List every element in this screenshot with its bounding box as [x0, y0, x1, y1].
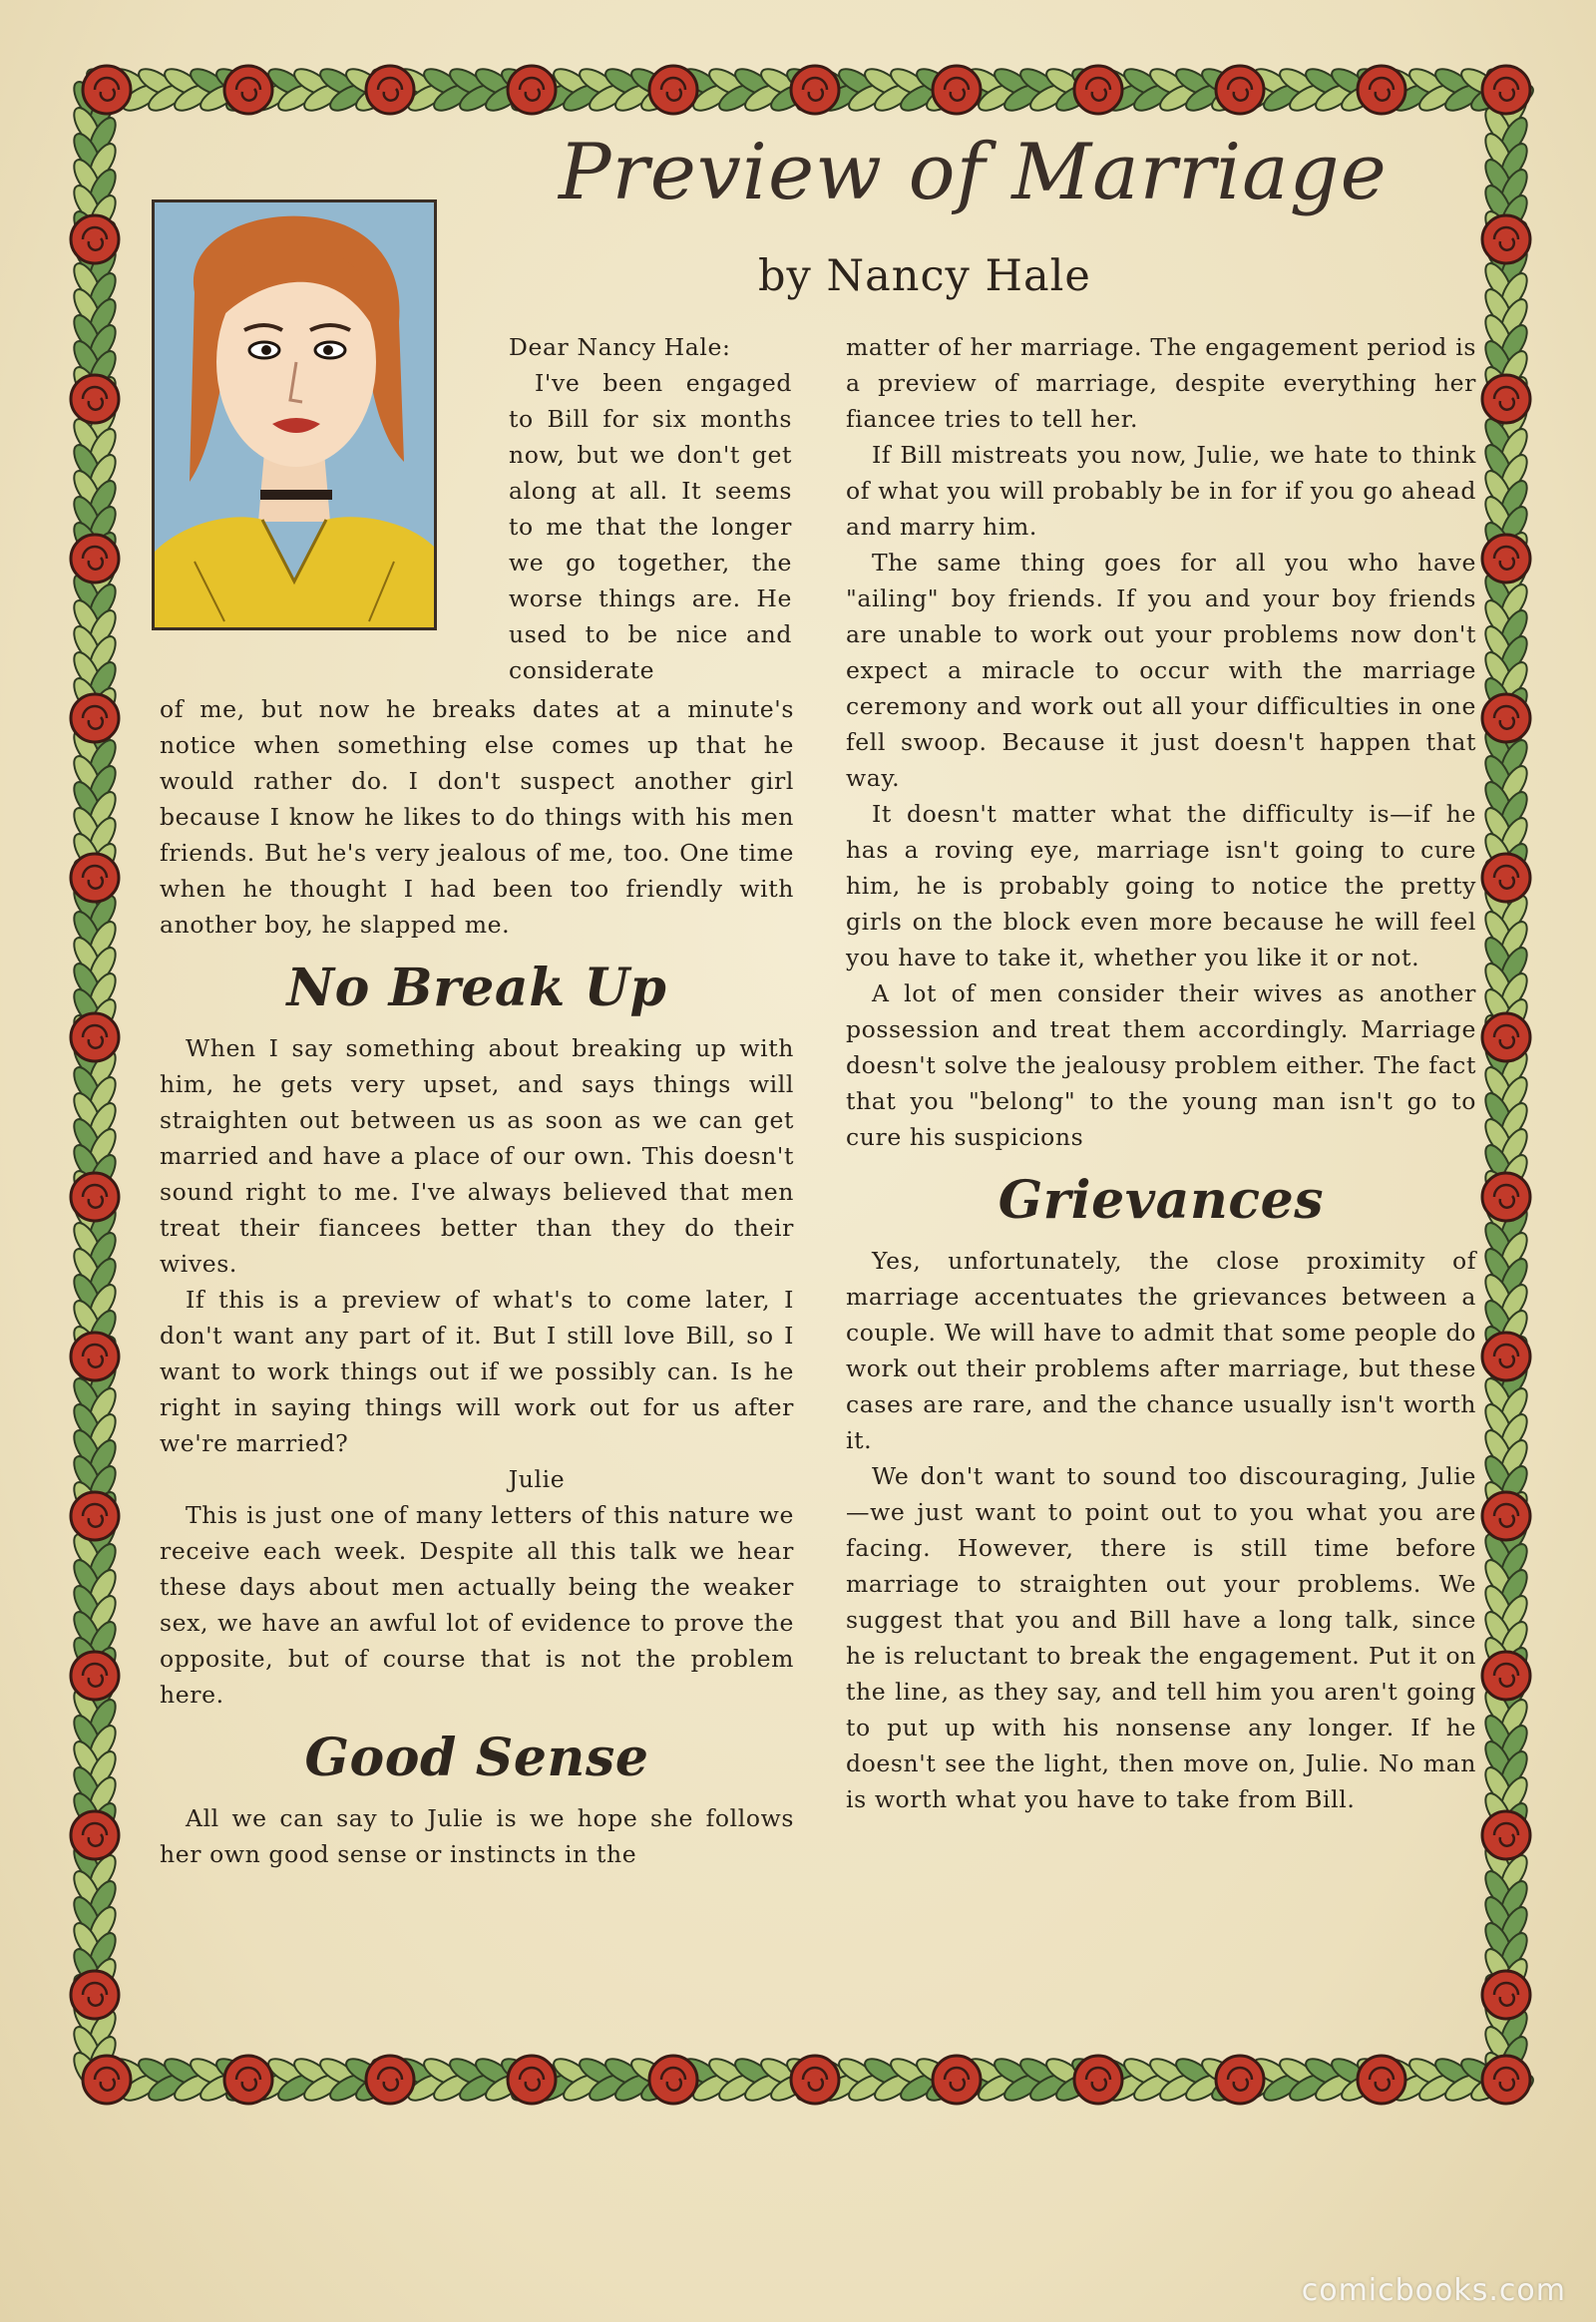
border-rose [1482, 694, 1530, 742]
border-rose [1482, 1652, 1530, 1700]
letter-paragraph-1: of me, but now he breaks dates at a minute's notice when something else comes up that he would rather do. I don't suspect another girl because I know he likes to do things with his men friends. But he's very jealous of me, too. One time when he thought I had been too friendly with another boy, he slapped me. [160, 695, 794, 939]
reply-paragraph-1: This is just one of many letters of this nature we receive each week. Despite all this talk we hear these days about men actually being the weaker sex, we have an awful lot of evidence to prove the opposite, but of course that is not the problem here. [160, 1501, 794, 1709]
border-rose [71, 375, 119, 423]
border-rose [933, 2056, 981, 2104]
border-rose [1482, 1013, 1530, 1061]
border-rose [71, 1652, 119, 1700]
border-rose [71, 1173, 119, 1221]
border-rose [1216, 66, 1264, 114]
border-rose [71, 1492, 119, 1540]
border-rose [71, 1971, 119, 2019]
border-rose [1482, 1173, 1530, 1221]
letter-signature: Julie [508, 1465, 566, 1493]
border-rose [366, 2056, 414, 2104]
border-rose [224, 2056, 272, 2104]
border-rose [1482, 375, 1530, 423]
border-rose [71, 694, 119, 742]
border-rose [71, 535, 119, 582]
border-rose [1482, 854, 1530, 902]
reply-paragraph-8: Yes, unfortunately, the close proximity of marriage accentuates the grievances between a couple. We will have to admit that some people do work out their problems after marriage, but these cases are rare, and the chance usually isn't worth it. [846, 1247, 1476, 1454]
letter-salutation: Dear Nancy Hale: [509, 333, 731, 361]
border-rose [649, 2056, 697, 2104]
border-rose [1482, 215, 1530, 263]
reply-paragraph-9: We don't want to sound too discouraging, Julie—we just want to point out to you what you are facing. However, there is still time before marriage to straighten out your problems. We suggest that you and Bill have a long talk, since he is reluctant to break the engagement. Put it on the line, as they say, and tell him you aren't going to put up with his nonsense any longer. If he doesn't see the light, then move on, Julie. No man is worth what you have to take from Bill. [846, 1462, 1476, 1813]
border-rose [71, 1811, 119, 1859]
border-rose [366, 66, 414, 114]
border-rose [1074, 66, 1122, 114]
border-rose [1216, 2056, 1264, 2104]
article-byline: by Nancy Hale [758, 251, 1091, 301]
border-rose [1482, 1333, 1530, 1380]
woman-portrait-illustration [155, 202, 434, 627]
border-rose [1358, 2056, 1405, 2104]
border-rose [791, 66, 839, 114]
heading-good-sense: Good Sense [304, 1728, 649, 1788]
reply-paragraph-5: The same thing goes for all you who have "ailing" boy friends. If you and your boy friends are unable to work out your problems now don't expect a miracle to occur with the marriage ceremony and work out all your difficulties in one fell swoop. Because it just doesn't happen that way. [846, 549, 1476, 792]
border-rose [224, 66, 272, 114]
border-rose [83, 2056, 131, 2104]
border-rose [508, 2056, 556, 2104]
border-rose [1482, 66, 1530, 114]
letter-paragraph-3: If this is a preview of what's to come later, I don't want any part of it. But I still love Bill, so I want to work things out if we possibly can. Is he right in saying things will work out for us after we're married? [160, 1286, 794, 1457]
heading-no-break-up: No Break Up [286, 958, 667, 1018]
letter-opening-paragraph: I've been engaged to Bill for six months now, but we don't get along at all. It seems to me that the longer we go together, the worse things are. He used to be nice and considerate [509, 369, 792, 684]
border-rose [71, 1013, 119, 1061]
letter-intro-beside-portrait [509, 329, 792, 688]
reply-paragraph-2: All we can say to Julie is we hope she follows her own good sense or instincts in the [160, 1804, 794, 1868]
border-rose [71, 1333, 119, 1380]
border-rose [1482, 1971, 1530, 2019]
border-rose [1482, 1492, 1530, 1540]
border-rose [1482, 1811, 1530, 1859]
border-rose [1074, 2056, 1122, 2104]
portrait-image [152, 199, 437, 630]
site-watermark: comicbooks.com [1301, 2273, 1566, 2308]
heading-grievances: Grievances [998, 1170, 1325, 1231]
reply-paragraph-7: A lot of men consider their wives as another possession and treat them accordingly. Marriage doesn't solve the jealousy problem either. The fact that you "belong" to the young man isn't go to cure his suspicions [846, 979, 1476, 1151]
reply-paragraph-3: matter of her marriage. The engagement period is a preview of marriage, despite everything her fiancee tries to tell her. [846, 333, 1476, 433]
border-rose [791, 2056, 839, 2104]
reply-paragraph-4: If Bill mistreats you now, Julie, we hate to think of what you will probably be in for if you go ahead and marry him. [846, 441, 1476, 541]
border-rose [83, 66, 131, 114]
border-rose [71, 854, 119, 902]
letter-paragraph-2: When I say something about breaking up with him, he gets very upset, and says things will straighten out between us as soon as we can get married and have a place of our own. This doesn't sound right to me. I've always believed that men treat their fiancees better than they do their wives. [160, 1034, 794, 1278]
border-rose [649, 66, 697, 114]
border-rose [71, 215, 119, 263]
border-rose [1358, 66, 1405, 114]
border-rose [933, 66, 981, 114]
right-column [846, 329, 1476, 1817]
border-rose [1482, 2056, 1530, 2104]
article-title: Preview of Marriage [559, 128, 1388, 217]
border-rose [508, 66, 556, 114]
reply-paragraph-6: It doesn't matter what the difficulty is—if he has a roving eye, marriage isn't going to cure him, he is probably going to notice the pretty girls on the block even more because he will feel you have to take it, whether you like it or not. [846, 800, 1476, 971]
border-rose [1482, 535, 1530, 582]
left-column [160, 691, 794, 1872]
